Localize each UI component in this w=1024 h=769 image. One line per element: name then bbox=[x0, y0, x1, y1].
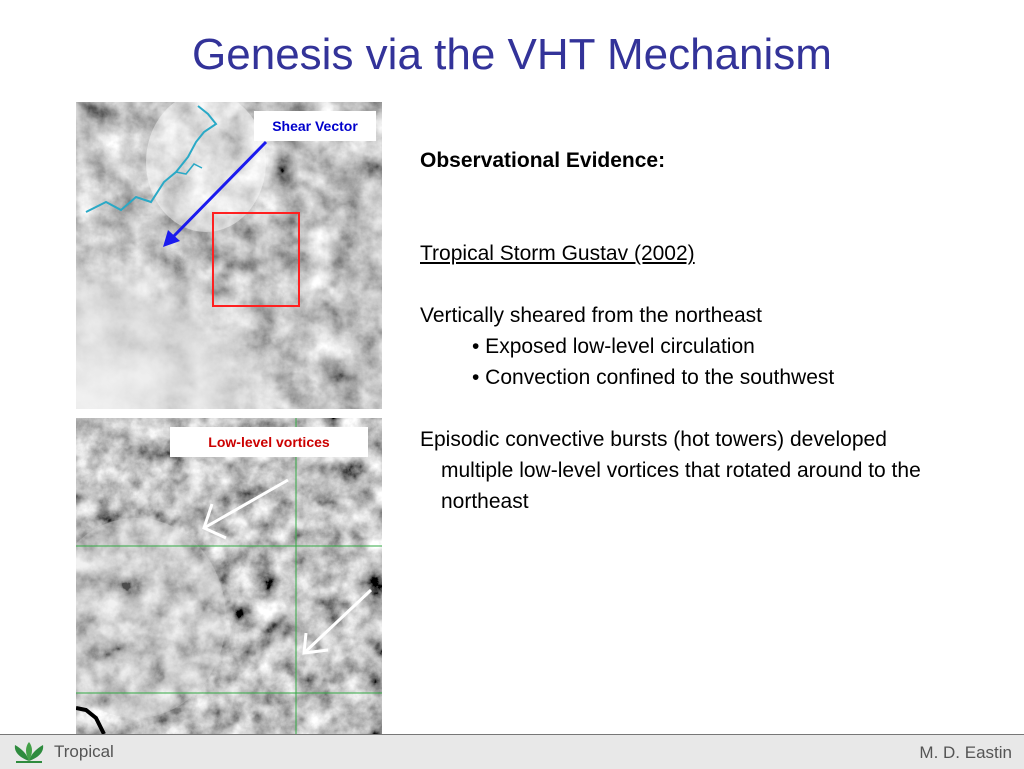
bullet-convection-confined: • Convection confined to the southwest bbox=[472, 366, 835, 389]
satellite-image-vortices bbox=[76, 418, 382, 734]
low-level-vortices-label: Low-level vortices bbox=[170, 427, 368, 457]
evidence-heading: Observational Evidence: bbox=[420, 149, 666, 172]
observational-evidence-text bbox=[420, 145, 980, 517]
shear-vector-label: Shear Vector bbox=[254, 111, 376, 141]
slide-footer bbox=[0, 734, 1024, 769]
slide-title: Genesis via the VHT Mechanism bbox=[192, 30, 832, 79]
footer-left bbox=[12, 741, 114, 763]
footer-author: M. D. Eastin bbox=[919, 743, 1012, 762]
shear-description: Vertically sheared from the northeast bbox=[420, 304, 763, 327]
palm-leaf-icon bbox=[12, 741, 46, 763]
satellite-image-shear bbox=[76, 102, 382, 409]
footer-tropical-text: Tropical bbox=[54, 742, 114, 761]
episodic-bursts-paragraph: Episodic convective bursts (hot towers) developed multiple low-level vortices that rotated around to the northeast bbox=[420, 428, 921, 513]
bullet-exposed-circulation: • Exposed low-level circulation bbox=[472, 335, 755, 358]
case-title: Tropical Storm Gustav (2002) bbox=[420, 242, 695, 265]
